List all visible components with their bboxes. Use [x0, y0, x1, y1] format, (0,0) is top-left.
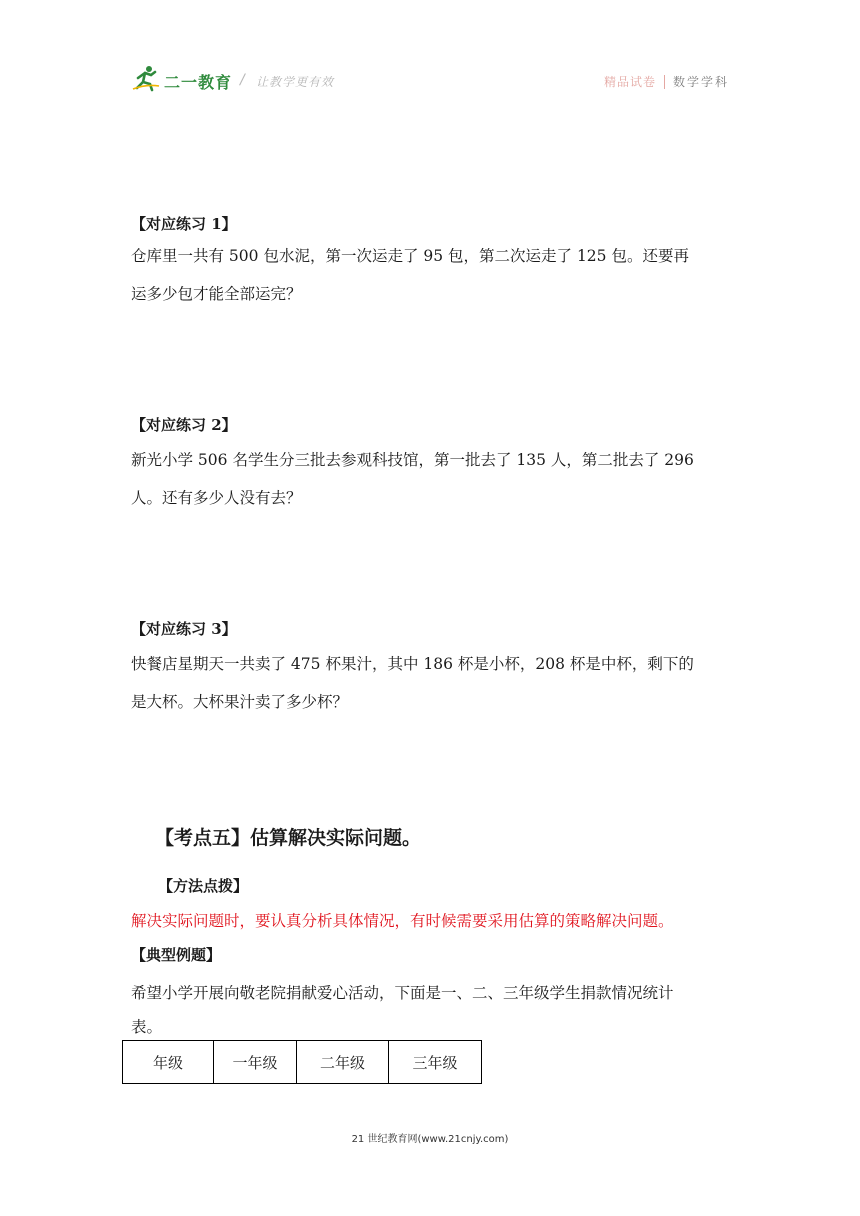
page-header: [0, 0, 860, 110]
table-header-cell: 年级: [123, 1041, 214, 1084]
exercise-3-line-2: 是大杯。大杯果汁卖了多少杯？: [131, 693, 349, 711]
exercise-3-label: 【对应练习 3】: [131, 620, 237, 638]
brand-slogan: 让教学更有效: [256, 75, 335, 89]
example-text: [131, 976, 731, 1044]
exercise-1-line-2: 运多少包才能全部运完？: [131, 285, 302, 303]
brand-name: 二一教育: [164, 73, 233, 92]
method-text: 解决实际问题时，要认真分析具体情况，有时候需要采用估算的策略解决问题。: [131, 912, 674, 930]
method-label: 【方法点拨】: [158, 877, 249, 895]
exercise-3-line-1: 快餐店星期天一共卖了 475 杯果汁，其中 186 杯是小杯，208 杯是中杯，剩下的: [131, 655, 694, 673]
table-header-cell: 一年级: [214, 1041, 297, 1084]
section-5-title: 【考点五】估算解决实际问题。: [155, 827, 422, 849]
table-header-row: [123, 1041, 482, 1084]
exercise-1-line-1: 仓库里一共有 500 包水泥，第一次运走了 95 包，第二次运走了 125 包。还要再: [131, 247, 689, 265]
exercise-1-label: 【对应练习 1】: [131, 215, 237, 233]
example-line-2: 表。: [131, 1018, 163, 1036]
header-tag-quality: 精品试卷: [603, 75, 656, 89]
exercise-3-text: [131, 645, 731, 721]
example-label: 【典型例题】: [131, 946, 222, 964]
example-line-1: 希望小学开展向敬老院捐献爱心活动，下面是一、二、三年级学生捐款情况统计: [131, 984, 674, 1002]
page-footer: 21 世纪教育网(www.21cnjy.com): [351, 1134, 509, 1145]
exercise-2-line-2: 人。还有多少人没有去？: [131, 489, 302, 507]
header-tag-subject: 数学学科: [672, 75, 729, 89]
runner-logo-icon: [132, 64, 160, 92]
exercise-2-text: [131, 441, 731, 517]
header-divider: [664, 75, 665, 89]
header-separator: /: [240, 72, 245, 88]
grade-table: [122, 1040, 482, 1084]
exercise-2-label: 【对应练习 2】: [131, 416, 237, 434]
table-header-cell: 三年级: [389, 1041, 482, 1084]
exercise-2-line-1: 新光小学 506 名学生分三批去参观科技馆，第一批去了 135 人，第二批去了 296: [131, 451, 694, 469]
table-header-cell: 二年级: [297, 1041, 389, 1084]
header-tags: [604, 73, 729, 90]
exercise-1-text: [131, 237, 731, 313]
